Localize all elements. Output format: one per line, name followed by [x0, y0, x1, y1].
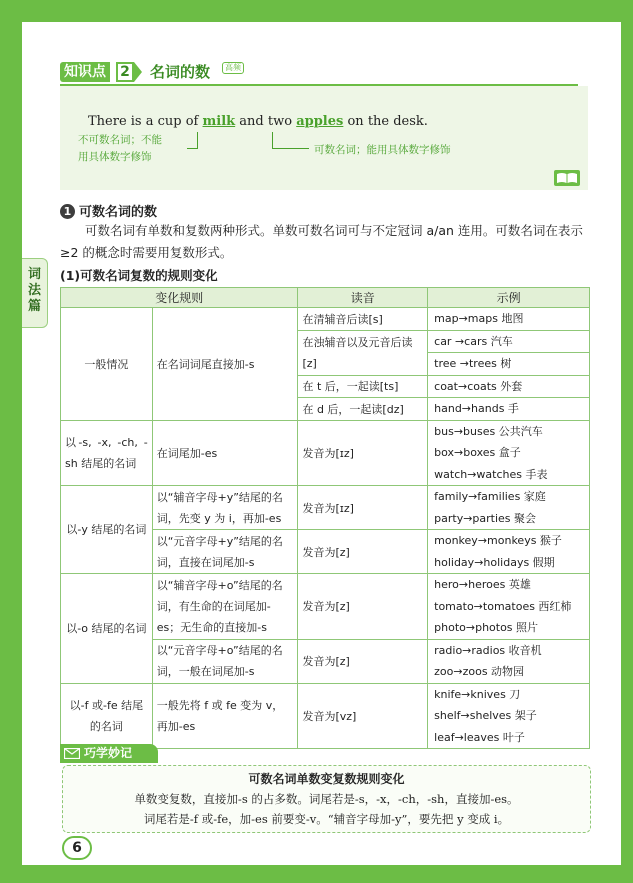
- sound-cell: 发音为[ɪz]: [298, 486, 428, 530]
- category-o: 以-o 结尾的名词: [61, 574, 153, 684]
- example-item: tree →trees 树: [434, 357, 512, 370]
- example-item: tomato→tomatoes 西红柿: [434, 599, 572, 613]
- example-cell: [428, 486, 590, 530]
- example-cell: [428, 420, 590, 486]
- example-cell: [428, 683, 590, 749]
- example-box: [60, 86, 588, 190]
- page-border-left: [0, 0, 22, 883]
- page-border-bottom: [0, 865, 633, 883]
- table-row: [61, 486, 590, 530]
- example-item: coat→coats 外套: [434, 379, 523, 393]
- sound-cell: 在 t 后，一起读[ts]: [298, 375, 428, 398]
- example-text-before: There is a cup of: [88, 114, 199, 129]
- example-cell: [428, 574, 590, 640]
- header-arrow-icon: [134, 62, 142, 82]
- category-general: 一般情况: [61, 308, 153, 421]
- sound-cell: 发音为[vz]: [298, 683, 428, 749]
- rule-f: 一般先将 f 或 fe 变为 v，再加-es: [152, 683, 298, 749]
- table-row: [61, 574, 590, 640]
- example-cell: [428, 398, 590, 421]
- frequency-badge: 高频: [222, 62, 244, 74]
- example-item: box→boxes 盒子: [434, 446, 521, 459]
- example-cell: [428, 530, 590, 574]
- sound-cell: 发音为[z]: [298, 639, 428, 683]
- sound-cell: 发音为[z]: [298, 530, 428, 574]
- sound-cell: 在 d 后，一起读[dz]: [298, 398, 428, 421]
- example-item: knife→knives 刀: [434, 687, 521, 701]
- header-example: 示例: [428, 288, 590, 308]
- tip-line-2: 词尾若是-f 或-fe，加-es 前要变-v。“辅音字母加-y”，要先把 y 变成 i。: [143, 812, 510, 826]
- tip-box: [62, 765, 591, 833]
- knowledge-point-title: 名词的数: [150, 63, 211, 81]
- table-row: [61, 683, 590, 749]
- example-word-apples: apples: [296, 114, 344, 129]
- tip-title: 可数名词单数变复数规则变化: [248, 772, 405, 786]
- tip-line-1: 单数变复数，直接加-s 的占多数。词尾若是-s，-x，-ch，-sh，直接加-es。: [134, 792, 519, 806]
- example-cell: [428, 639, 590, 683]
- example-item: hand→hands 手: [434, 402, 519, 415]
- category-y: 以-y 结尾的名词: [61, 486, 153, 574]
- example-item: radio→radios 收音机: [434, 643, 542, 657]
- header-sound: 读音: [298, 288, 428, 308]
- section-title: [60, 201, 157, 220]
- knowledge-point-number: 2: [116, 62, 134, 82]
- sound-cell: 在清辅音后读[s]: [298, 308, 428, 331]
- category-sxch: 以-s, -x, -ch, -sh 结尾的名词: [61, 420, 153, 486]
- rule-sxch: 在词尾加-es: [152, 420, 298, 486]
- example-cell: [428, 353, 590, 376]
- page-border-top: [0, 0, 633, 22]
- header-rule: 变化规则: [61, 288, 298, 308]
- example-item: family→families 家庭: [434, 490, 546, 503]
- example-cell: [428, 375, 590, 398]
- uncountable-note: [78, 132, 162, 166]
- example-item: bus→buses 公共汽车: [434, 424, 543, 438]
- annotation-bracket-left: [187, 132, 198, 149]
- example-cell: [428, 308, 590, 331]
- countable-note: 可数名词；能用具体数字修饰: [314, 144, 451, 156]
- knowledge-point-label: 知识点: [60, 62, 110, 82]
- section-title-text: 可数名词的数: [79, 205, 158, 220]
- uncountable-note-line2: 用具体数字修饰: [78, 151, 152, 163]
- annotation-bracket-right: [272, 132, 309, 149]
- section-paragraph: 可数名词有单数和复数两种形式。单数可数名词可与不定冠词 a/an 连用。可数名词在表示≥2 的概念时需要用复数形式。: [60, 223, 583, 260]
- plural-rules-table: [60, 287, 590, 749]
- example-item: shelf→shelves 架子: [434, 709, 537, 722]
- rule-cell: 以“元音字母+y”结尾的名词，直接在词尾加-s: [152, 530, 298, 574]
- example-item: monkey→monkeys 猴子: [434, 534, 562, 547]
- section-number-badge: 1: [60, 204, 75, 219]
- page-number: 6: [62, 836, 92, 860]
- example-cell: [428, 330, 590, 353]
- rule-general: 在名词词尾直接加-s: [152, 308, 298, 421]
- example-sentence: [88, 114, 428, 129]
- tip-header: [60, 744, 158, 763]
- sound-cell: 发音为[ɪz]: [298, 420, 428, 486]
- example-item: zoo→zoos 动物园: [434, 665, 525, 678]
- table-subtitle: (1)可数名词复数的规则变化: [60, 268, 218, 283]
- uncountable-note-line1: 不可数名词；不能: [78, 134, 162, 146]
- table-row: [61, 308, 590, 331]
- example-text-after: on the desk.: [347, 114, 428, 129]
- example-item: watch→watches 手表: [434, 467, 548, 481]
- rule-cell: 以“元音字母+o”结尾的名词，一般在词尾加-s: [152, 639, 298, 683]
- sound-cell: 发音为[z]: [298, 574, 428, 640]
- envelope-icon: [64, 748, 80, 759]
- side-tab-lexicon: [22, 258, 48, 328]
- example-item: map→maps 地图: [434, 312, 524, 325]
- knowledge-point-header: [60, 60, 578, 86]
- sound-cell: 在浊辅音以及元音后读[z]: [298, 330, 428, 375]
- side-tab-label: 词法篇: [27, 267, 41, 314]
- tip-header-label: 巧学妙记: [84, 746, 133, 760]
- table-header-row: [61, 288, 590, 308]
- example-item: photo→photos 照片: [434, 621, 539, 634]
- open-book-icon: [554, 170, 580, 186]
- example-item: party→parties 聚会: [434, 511, 537, 525]
- example-word-milk: milk: [202, 114, 236, 129]
- rule-cell: 以“辅音字母+o”结尾的名词，有生命的在词尾加-es；无生命的直接加-s: [152, 574, 298, 640]
- example-item: car →cars 汽车: [434, 334, 513, 348]
- example-item: hero→heroes 英雄: [434, 578, 531, 591]
- category-f: 以-f 或-fe 结尾的名词: [61, 683, 153, 749]
- example-text-middle: and two: [239, 114, 293, 129]
- rule-cell: 以“辅音字母+y”结尾的名词，先变 y 为 i，再加-es: [152, 486, 298, 530]
- example-item: holiday→holidays 假期: [434, 555, 555, 569]
- table-row: [61, 420, 590, 486]
- example-item: leaf→leaves 叶子: [434, 730, 525, 744]
- page-border-right: [621, 0, 633, 883]
